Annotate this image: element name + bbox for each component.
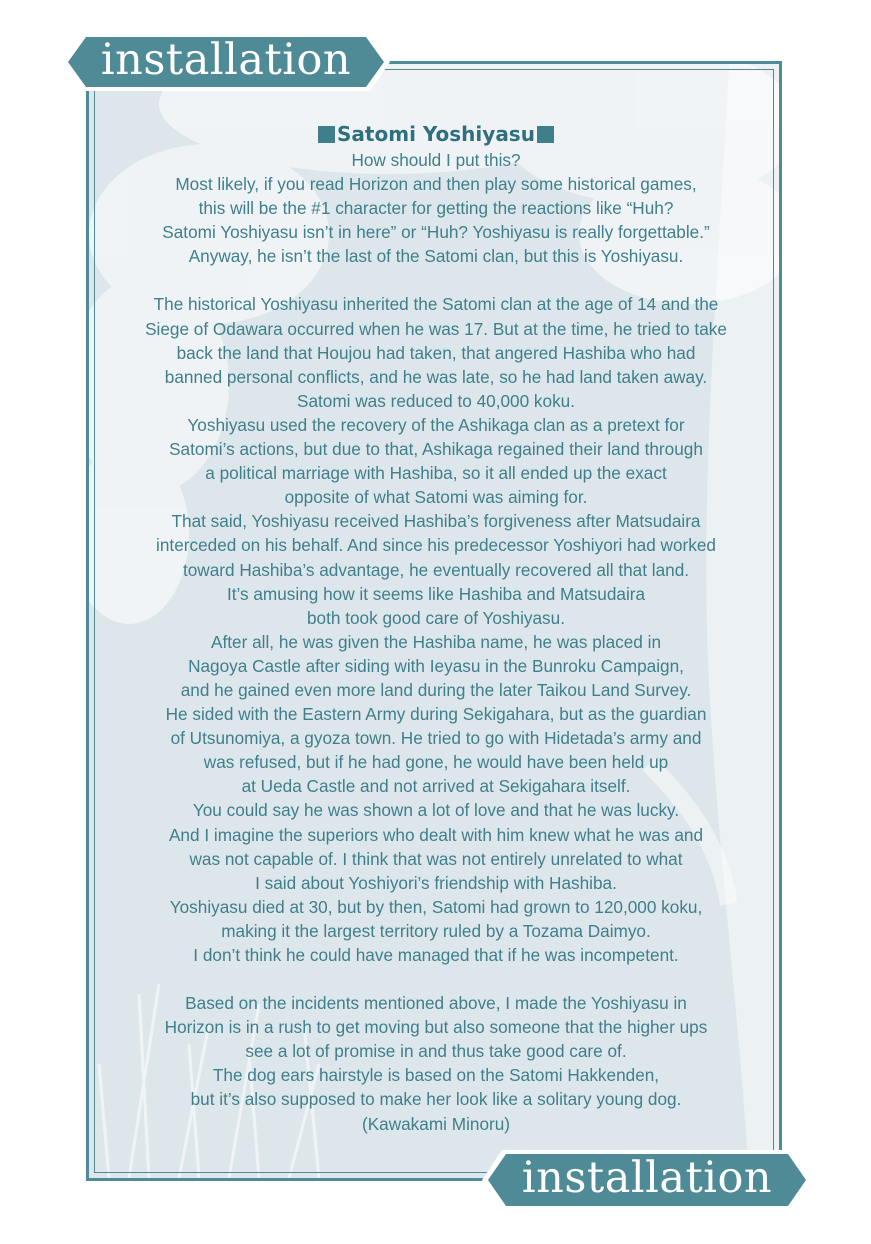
text-line: and he gained even more land during the later Taikou Land Survey. [180, 679, 692, 700]
paragraphs [96, 148, 776, 1136]
text-line: That said, Yoshiyasu received Hashiba’s forgiveness after Matsudaira [171, 511, 701, 532]
text-line: this will be the #1 character for getting the reactions like “Huh? [198, 198, 674, 219]
text-line: How should I put this? [351, 150, 521, 170]
banner-top [62, 33, 390, 91]
text-line: The dog ears hairstyle is based on the Satomi Hakkenden, [212, 1065, 660, 1086]
text-line: making it the largest territory ruled by a Tozama Daimyo. [221, 920, 651, 941]
paragraph [96, 148, 776, 268]
text-line: at Ueda Castle and not arrived at Sekigahara itself. [241, 776, 631, 797]
paragraph [96, 991, 776, 1136]
paragraph [96, 292, 776, 967]
square-bullet-icon [318, 126, 335, 143]
text-line: Yoshiyasu used the recovery of the Ashikaga clan as a pretext for [187, 414, 685, 435]
text-line: both took good care of Yoshiyasu. [306, 607, 565, 628]
text-line: (Kawakami Minoru) [361, 1113, 511, 1134]
text-line: I said about Yoshiyori’s friendship with Hashiba. [255, 872, 617, 893]
text-line: a political marriage with Hashiba, so it all ended up the exact [205, 463, 667, 484]
text-line: I don’t think he could have managed that if he was incompetent. [193, 945, 679, 965]
text-line: Nagoya Castle after siding with Ieyasu in the Bunroku Campaign, [188, 655, 684, 676]
text-line: banned personal conflicts, and he was late, so he had land taken away. [164, 366, 708, 387]
text-line: was refused, but if he had gone, he would have been held up [203, 752, 669, 773]
article-body [96, 120, 776, 1136]
banner-bottom [482, 1150, 812, 1210]
text-line: see a lot of promise in and thus take good care of. [245, 1041, 627, 1062]
text-line: Satomi’s actions, but due to that, Ashikaga regained their land through [169, 439, 703, 460]
text-line: He sided with the Eastern Army during Sekigahara, but as the guardian [165, 704, 707, 725]
text-line: back the land that Houjou had taken, that angered Hashiba who had [176, 342, 696, 363]
text-line: Anyway, he isn’t the last of the Satomi clan, but this is Yoshiyasu. [188, 246, 684, 267]
banner-top-text: installation [100, 34, 352, 85]
text-line: of Utsunomiya, a gyoza town. He tried to go with Hidetada’s army and [170, 728, 702, 749]
text-line: Most likely, if you read Horizon and then play some historical games, [175, 174, 697, 195]
text-line: The historical Yoshiyasu inherited the Satomi clan at the age of 14 and the [153, 294, 719, 315]
text-line: Satomi Yoshiyasu isn’t in here” or “Huh? Yoshiyasu is really forgettable.” [162, 222, 710, 243]
section-title [96, 120, 776, 148]
text-line: toward Hashiba’s advantage, he eventually recovered all that land. [182, 559, 690, 580]
text-line: Yoshiyasu died at 30, but by then, Satomi had grown to 120,000 koku, [169, 896, 703, 917]
text-line: Satomi was reduced to 40,000 koku. [296, 390, 576, 411]
text-line: Siege of Odawara occurred when he was 17. But at the time, he tried to take [145, 318, 727, 339]
text-line: Horizon is in a rush to get moving but also someone that the higher ups [164, 1017, 708, 1038]
text-line: but it’s also supposed to make her look like a solitary young dog. [190, 1089, 682, 1110]
text-line: It’s amusing how it seems like Hashiba and Matsudaira [226, 583, 646, 604]
banner-bottom-text: installation [521, 1152, 773, 1203]
text-line: opposite of what Satomi was aiming for. [284, 487, 588, 508]
text-line: And I imagine the superiors who dealt with him knew what he was and [168, 824, 704, 845]
square-bullet-icon [537, 126, 554, 143]
text-line: You could say he was shown a lot of love and that he was lucky. [192, 800, 680, 821]
text-line: After all, he was given the Hashiba name, he was placed in [211, 631, 661, 652]
text-line: Based on the incidents mentioned above, I made the Yoshiyasu in [185, 993, 687, 1014]
text-line: was not capable of. I think that was not entirely unrelated to what [189, 848, 683, 869]
title-text: Satomi Yoshiyasu [337, 122, 535, 146]
text-line: interceded on his behalf. And since his predecessor Yoshiyori had worked [156, 535, 716, 556]
